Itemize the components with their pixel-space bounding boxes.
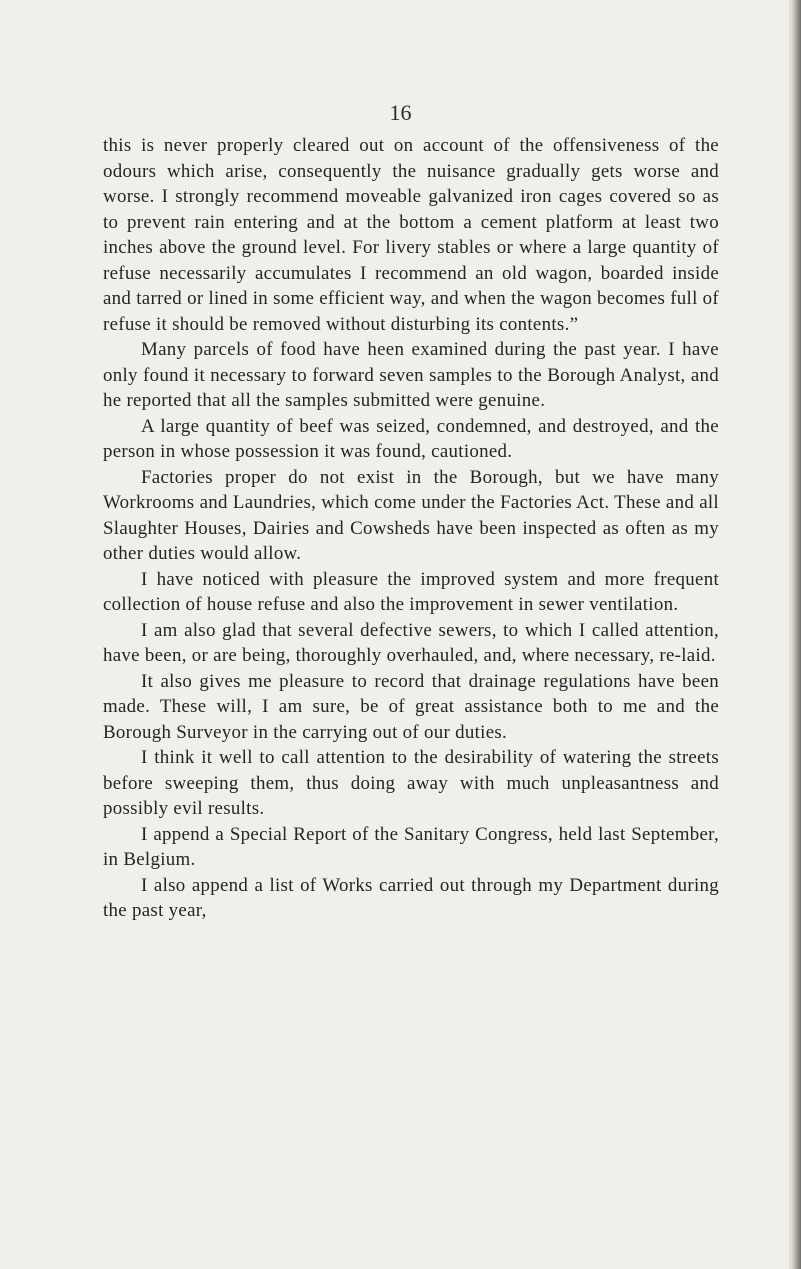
paragraph-drainage-regulations: It also gives me pleasure to record that drainage regulations have been made. These will, I am sure, be of great assistance both to me and the Borough Surveyor in the carrying out of our duties. <box>103 670 719 743</box>
paragraph-continued: this is never properly cleared out on account of the offensiveness of the odours which arise, consequently the nuisance gradually gets worse and worse. I strongly recommend moveable galvanized iron cages covered so as to prevent rain entering and at the bottom a cement platform at least two inches above the ground level. For livery stables or where a large quantity of refuse necessarily accumulates I recommend an old wagon, boarded inside and tarred or lined in some efficient way, and when the wagon becomes full of refuse it should be removed without disturbing its contents.” <box>103 135 719 335</box>
paragraph-factories: Factories proper do not exist in the Borough, but we have many Workrooms and Laundries, which come under the Factories Act. These and all Slaughter Houses, Dairies and Cowsheds have been inspected as often as my other duties would allow. <box>103 466 719 564</box>
page-number: 16 <box>389 100 412 125</box>
paragraph-watering-streets: I think it well to call attention to the desirability of watering the streets before sweeping them, thus doing away with much unpleasantness and possibly evil results. <box>103 747 719 819</box>
paragraph-beef-seized: A large quantity of beef was seized, condemned, and destroyed, and the person in whose possession it was found, cautioned. <box>103 415 719 462</box>
body-text <box>103 133 719 924</box>
paragraph-defective-sewers: I am also glad that several defective sewers, to which I called attention, have been, or are being, thoroughly overhauled, and, where necessary, re-laid. <box>103 619 719 666</box>
paragraph-refuse-collection: I have noticed with pleasure the improved system and more frequent collection of house refuse and also the improvement in sewer ventilation. <box>103 568 719 615</box>
page-edge-shadow <box>792 0 801 1269</box>
paragraph-sanitary-congress: I append a Special Report of the Sanitary Congress, held last September, in Belgium. <box>103 823 719 870</box>
paragraph-works-list: I also append a list of Works carried out through my Department during the past year, <box>103 874 719 921</box>
paragraph-food-parcels: Many parcels of food have heen examined during the past year. I have only found it necessary to forward seven samples to the Borough Analyst, and he reported that all the samples submitted were genuine. <box>103 339 719 411</box>
